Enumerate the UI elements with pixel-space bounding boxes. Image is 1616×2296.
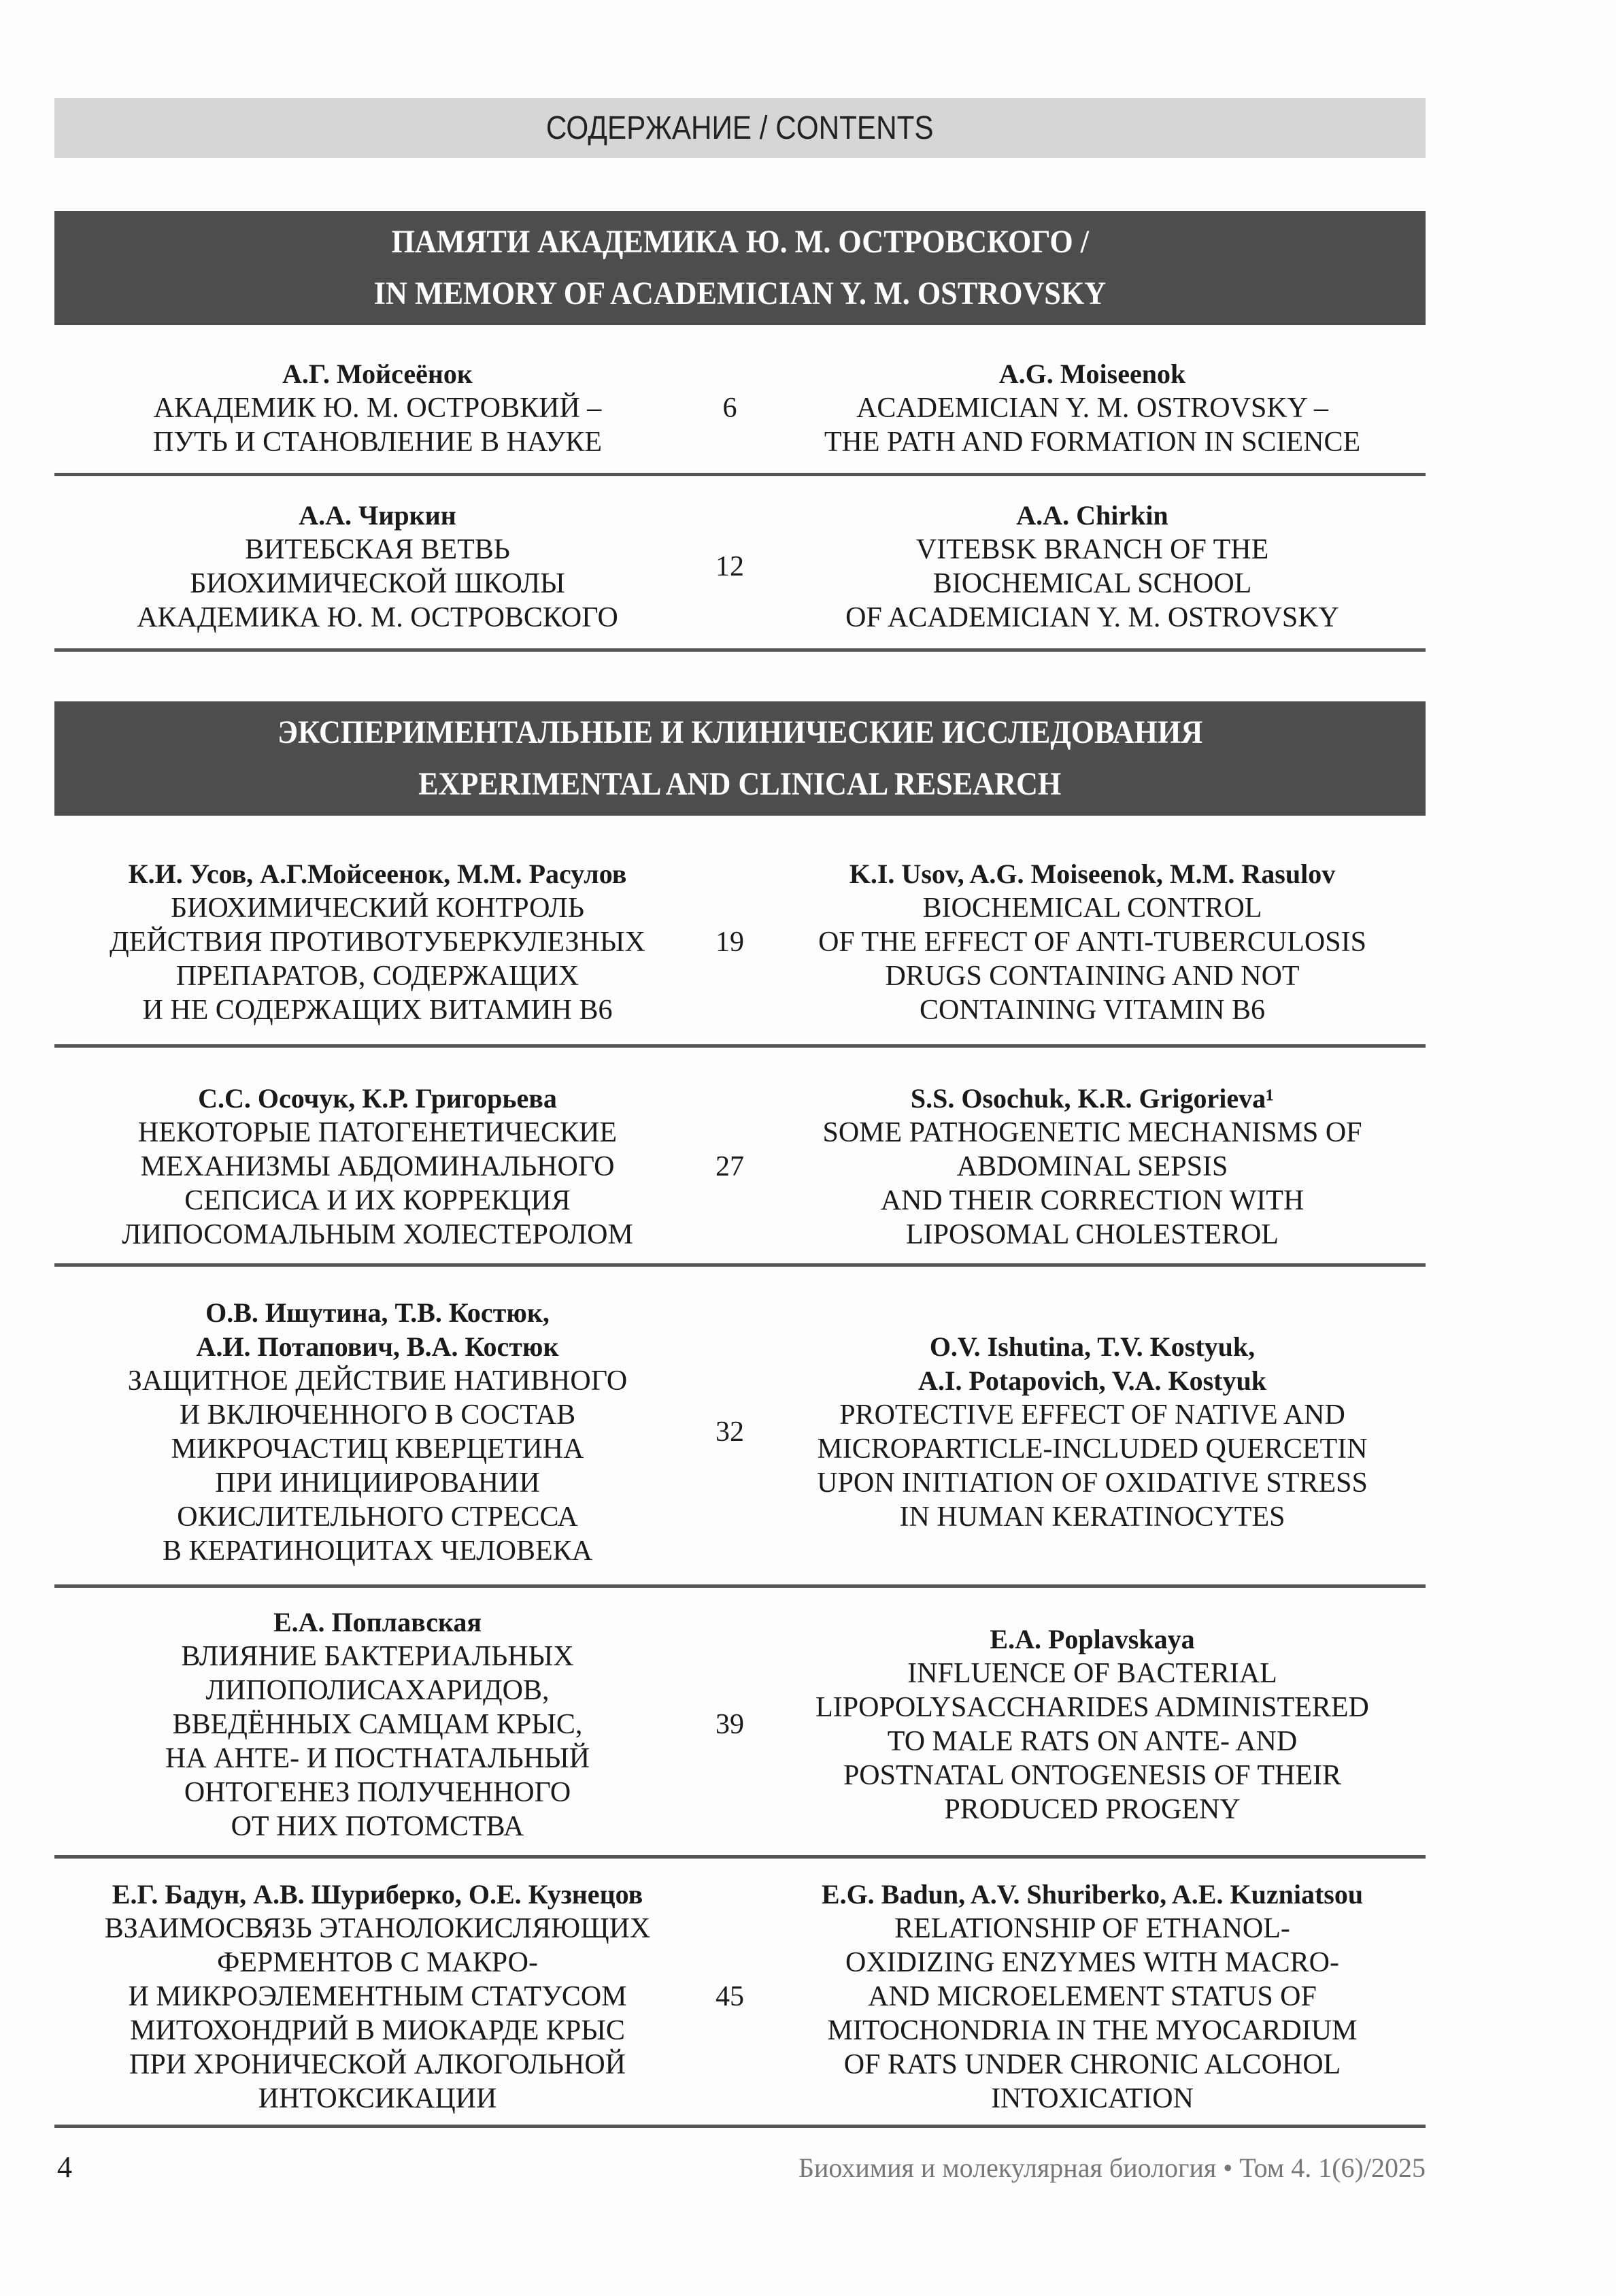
authors-en: A.A. Chirkin	[1016, 499, 1168, 531]
toc-entry[interactable]	[54, 1602, 1426, 1847]
authors-ru: А.А. Чиркин	[299, 499, 456, 531]
title-en[interactable]: BIOCHEMICAL CONTROL OF THE EFFECT OF ANTI-TUBERCULOSIS DRUGS CONTAINING AND NOT CONTAINING VITAMIN B6	[818, 893, 1366, 1026]
divider	[54, 1044, 1426, 1048]
toc-entry[interactable]	[54, 350, 1426, 466]
section-title-ru: ПАМЯТИ АКАДЕМИКА Ю. М. ОСТРОВСКОГО /	[391, 224, 1089, 260]
title-en[interactable]: SOME PATHOGENETIC MECHANISMS OF ABDOMINAL SEPSIS AND THEIR CORRECTION WITH LIPOSOMAL CHOLESTEROL	[822, 1117, 1362, 1250]
toc-entry[interactable]	[54, 1289, 1426, 1575]
title-ru[interactable]: ВИТЕБСКАЯ ВЕТВЬ БИОХИМИЧЕСКОЙ ШКОЛЫ АКАДЕМИКА Ю. М. ОСТРОВСКОГО	[137, 533, 618, 633]
title-en[interactable]: RELATIONSHIP OF ETHANOL- OXIDIZING ENZYMES WITH MACRO- AND MICROELEMENT STATUS OF MITOCHONDRIA IN THE MYOCARDIUM OF RATS UNDER CHRONIC ALCOHOL INTOXICATION	[827, 1913, 1358, 2114]
toc-entry[interactable]	[54, 1874, 1426, 2119]
authors-ru: А.Г. Мойсеёнок	[282, 359, 473, 389]
contents-title: СОДЕРЖАНИЕ / CONTENTS	[546, 110, 934, 146]
page-number: 19	[716, 927, 744, 958]
authors-en: K.I. Usov, A.G. Moiseenok, M.M. Rasulov	[849, 859, 1336, 889]
page-number: 39	[716, 1709, 744, 1740]
title-ru[interactable]: ВЛИЯНИЕ БАКТЕРИАЛЬНЫХ ЛИПОПОЛИСАХАРИДОВ, ВВЕДЁННЫХ САМЦАМ КРЫС, НА АНТЕ- И ПОСТНАТАЛЬНЫЙ ОНТОГЕНЕЗ ПОЛУЧЕННОГО ОТ НИХ ПОТОМСТВА	[165, 1641, 590, 1842]
title-en[interactable]: VITEBSK BRANCH OF THE BIOCHEMICAL SCHOOL OF ACADEMICIAN Y. M. OSTROVSKY	[845, 533, 1339, 633]
divider	[54, 1584, 1426, 1588]
divider	[54, 473, 1426, 476]
authors-en: E.A. Poplavskaya	[990, 1624, 1195, 1654]
contents-header	[54, 98, 1426, 158]
title-ru[interactable]: ВЗАИМОСВЯЗЬ ЭТАНОЛОКИСЛЯЮЩИХ ФЕРМЕНТОВ С МАКРО- И МИКРОЭЛЕМЕНТНЫМ СТАТУСОМ МИТОХОНДРИЙ В МИОКАРДЕ КРЫС ПРИ ХРОНИЧЕСКОЙ АЛКОГОЛЬНОЙ ИНТОКСИКАЦИИ	[104, 1913, 651, 2114]
section-header-research	[54, 701, 1426, 816]
title-ru[interactable]: НЕКОТОРЫЕ ПАТОГЕНЕТИЧЕСКИЕ МЕХАНИЗМЫ АБДОМИНАЛЬНОГО СЕПСИСА И ИХ КОРРЕКЦИЯ ЛИПОСОМАЛЬНЫМ ХОЛЕСТЕРОЛОМ	[122, 1117, 633, 1250]
divider	[54, 2125, 1426, 2128]
page-number: 32	[716, 1416, 744, 1448]
authors-ru: О.В. Ишутина, Т.В. Костюк, А.И. Потапович, В.А. Костюк	[196, 1297, 559, 1362]
authors-en: O.V. Ishutina, T.V. Kostyuk, A.I. Potapovich, V.A. Kostyuk	[918, 1331, 1266, 1396]
footer-page-number: 4	[57, 2150, 72, 2184]
authors-ru: С.С. Осочук, К.Р. Григорьева	[198, 1083, 557, 1114]
footer-journal-info: Биохимия и молекулярная биология • Том 4. 1(6)/2025	[798, 2152, 1426, 2183]
title-ru[interactable]: АКАДЕМИК Ю. М. ОСТРОВКИЙ – ПУТЬ И СТАНОВЛЕНИЕ В НАУКЕ	[152, 393, 602, 458]
page-number: 12	[716, 550, 744, 582]
section-title-en: IN MEMORY OF ACADEMICIAN Y. M. OSTROVSKY	[373, 276, 1107, 312]
title-en[interactable]: PROTECTIVE EFFECT OF NATIVE AND MICROPARTICLE-INCLUDED QUERCETIN UPON INITIATION OF OXIDATIVE STRESS IN HUMAN KERATINOCYTES	[817, 1399, 1368, 1533]
section-header-memory	[54, 211, 1426, 325]
toc-entry[interactable]	[54, 847, 1426, 1037]
divider	[54, 1855, 1426, 1859]
title-en[interactable]: ACADEMICIAN Y. M. OSTROVSKY – THE PATH AND FORMATION IN SCIENCE	[824, 393, 1361, 458]
authors-ru: Е.Г. Бадун, А.В. Шуриберко, О.Е. Кузнецов	[112, 1879, 643, 1910]
authors-ru: Е.А. Поплавская	[273, 1607, 482, 1637]
authors-en: E.G. Badun, A.V. Shuriberko, A.E. Kuzniatsou	[821, 1879, 1364, 1910]
authors-en: A.G. Moiseenok	[998, 359, 1186, 389]
page-number: 27	[716, 1151, 744, 1182]
toc-entry[interactable]	[54, 1075, 1426, 1259]
page-number: 45	[716, 1981, 744, 2012]
authors-en: S.S. Osochuk, K.R. Grigorieva¹	[910, 1083, 1275, 1114]
divider	[54, 1263, 1426, 1267]
section-title-en: EXPERIMENTAL AND CLINICAL RESEARCH	[418, 766, 1062, 802]
section-title-ru: ЭКСПЕРИМЕНТАЛЬНЫЕ И КЛИНИЧЕСКИЕ ИССЛЕДОВАНИЯ	[277, 714, 1203, 750]
title-en[interactable]: INFLUENCE OF BACTERIAL LIPOPOLYSACCHARIDES ADMINISTERED TO MALE RATS ON ANTE- AND POSTNATAL ONTOGENESIS OF THEIR PRODUCED PROGENY	[815, 1658, 1369, 1825]
toc-entry[interactable]	[54, 490, 1426, 643]
divider	[54, 648, 1426, 652]
page-number: 6	[722, 393, 737, 424]
title-ru[interactable]: БИОХИМИЧЕСКИЙ КОНТРОЛЬ ДЕЙСТВИЯ ПРОТИВОТУБЕРКУЛЕЗНЫХ ПРЕПАРАТОВ, СОДЕРЖАЩИХ И НЕ СОДЕРЖАЩИХ ВИТАМИН В6	[110, 893, 645, 1026]
title-ru[interactable]: ЗАЩИТНОЕ ДЕЙСТВИЕ НАТИВНОГО И ВКЛЮЧЕННОГО В СОСТАВ МИКРОЧАСТИЦ КВЕРЦЕТИНА ПРИ ИНИЦИИРОВАНИИ ОКИСЛИТЕЛЬНОГО СТРЕССА В КЕРАТИНОЦИТАХ ЧЕЛОВЕКА	[127, 1365, 628, 1567]
authors-ru: К.И. Усов, А.Г.Мойсеенок, М.М. Расулов	[128, 859, 627, 889]
